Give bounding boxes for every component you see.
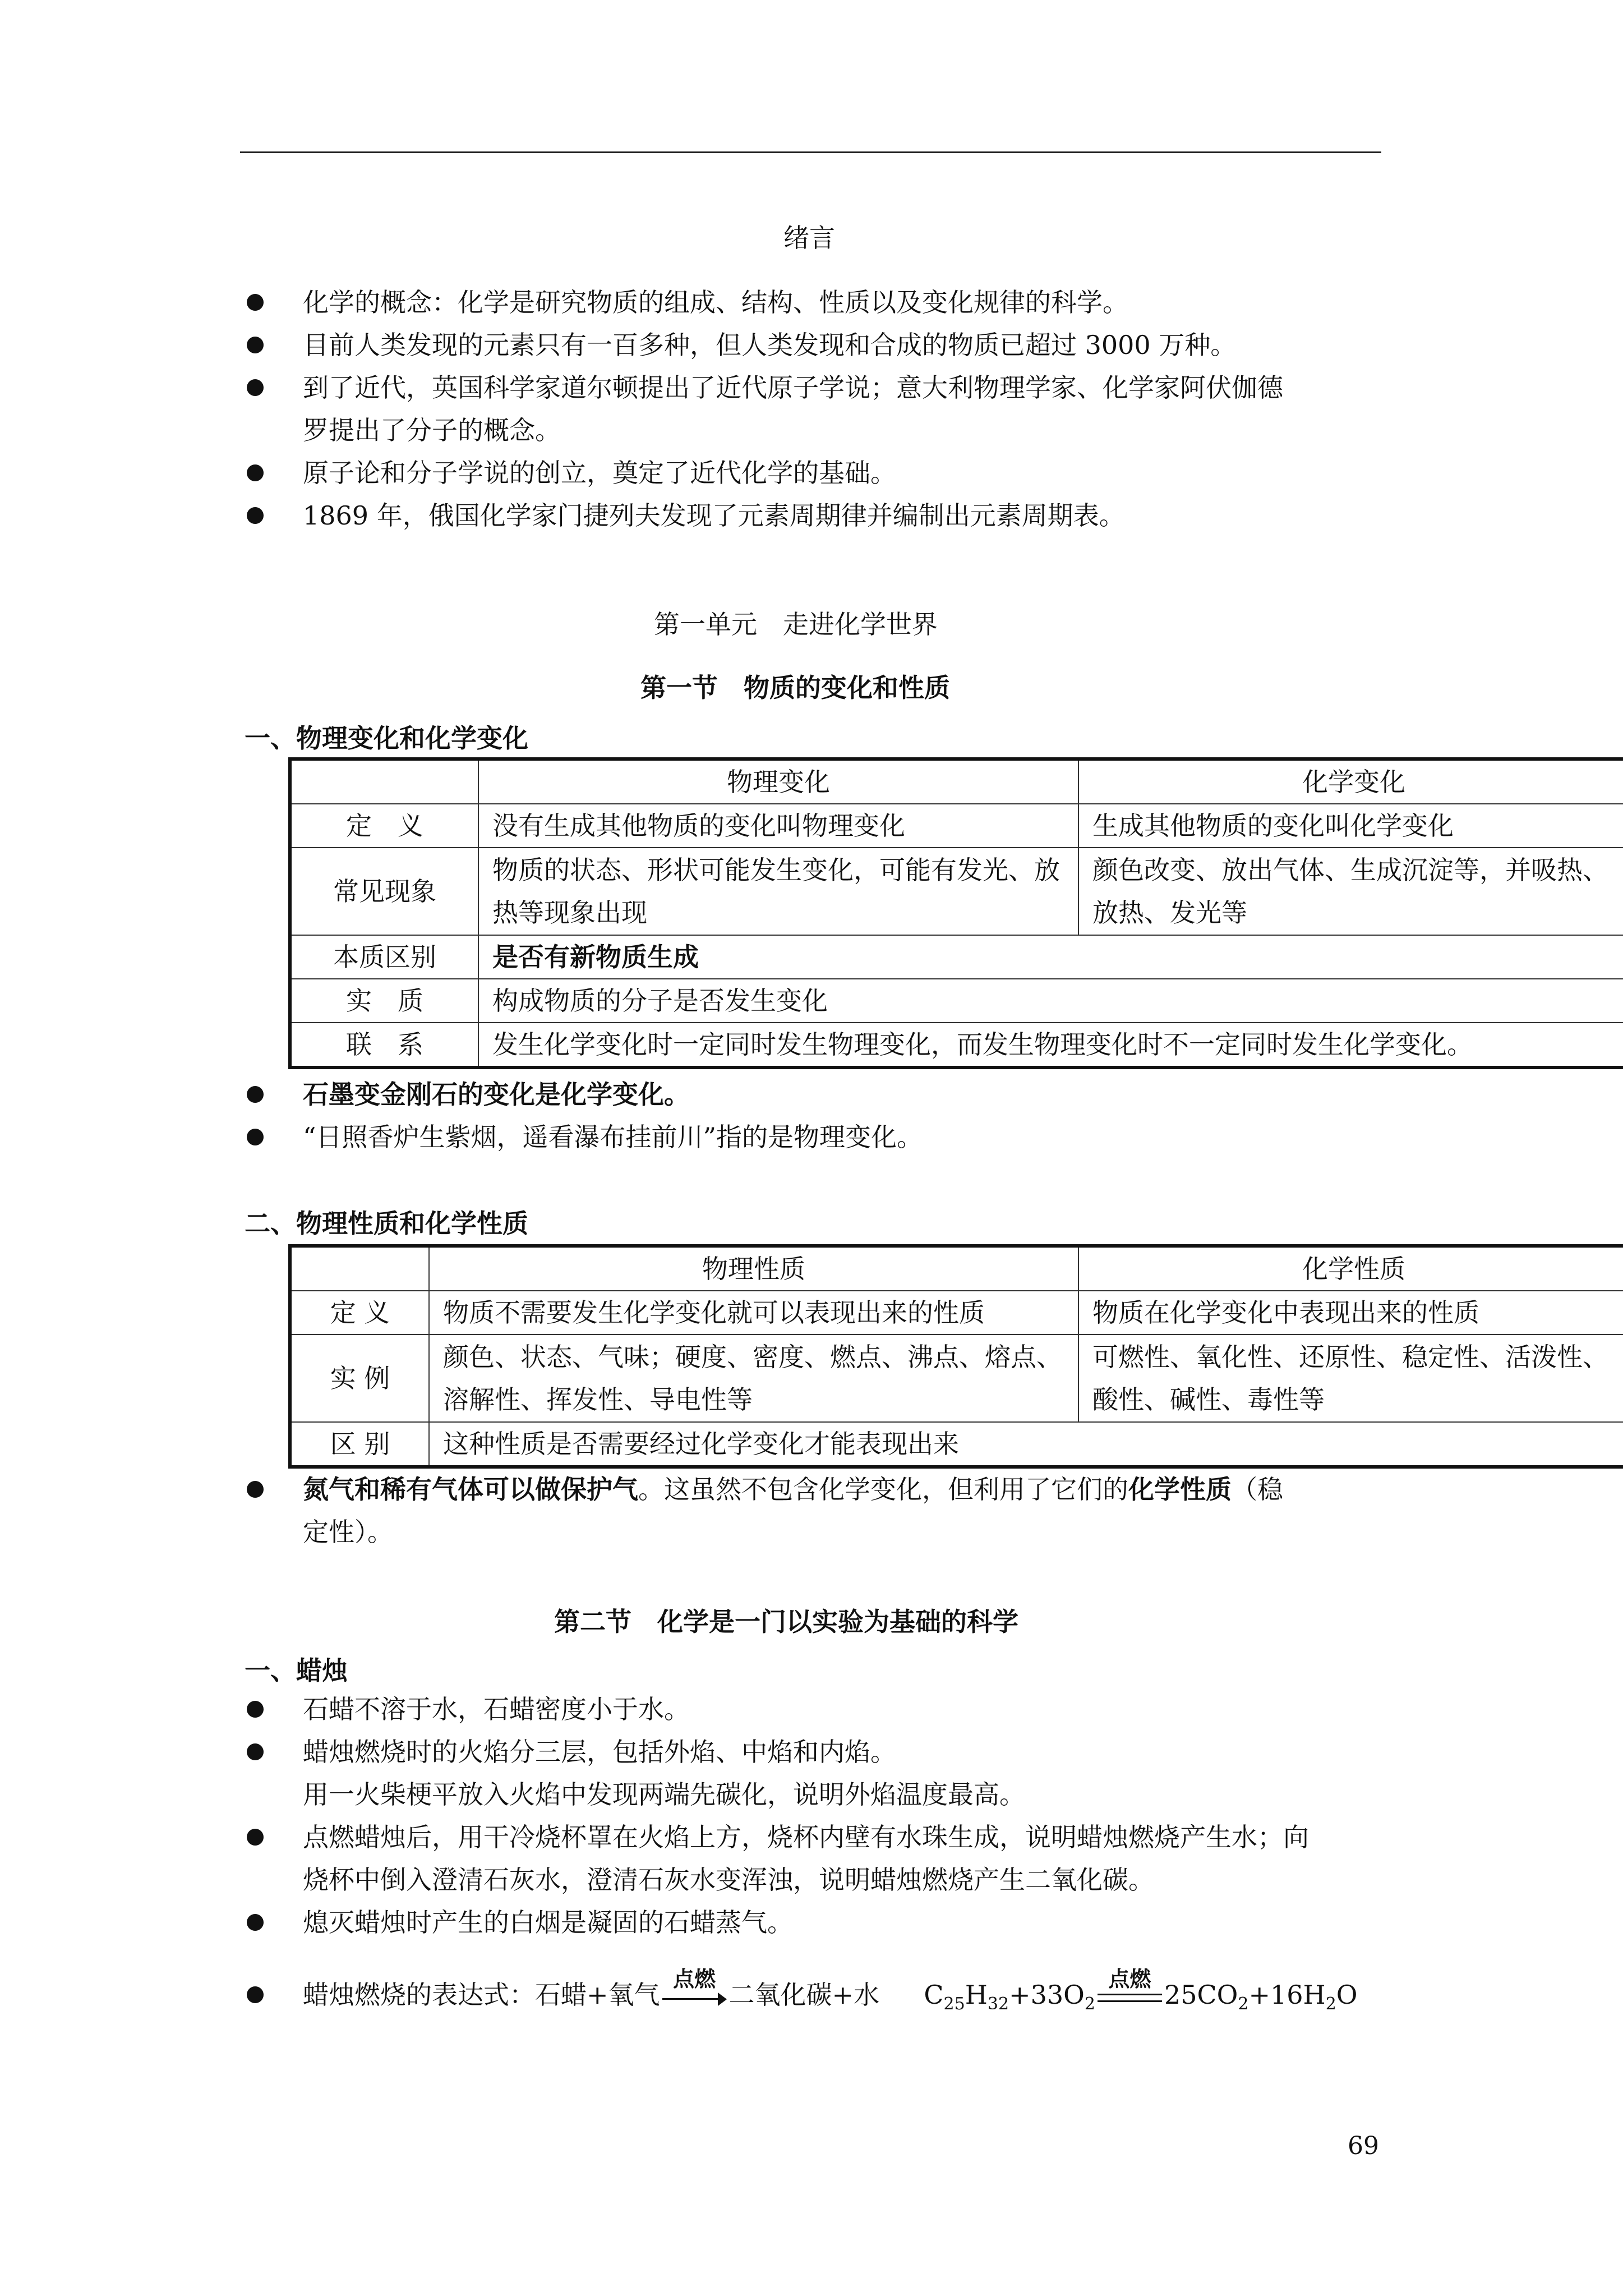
preface-bullet: 到了近代，英国科学家道尔顿提出了近代原子学说；意大利物理学家、化学家阿伏伽德 bbox=[303, 372, 1283, 403]
candle-bullet: 石蜡不溶于水，石蜡密度小于水。 bbox=[303, 1694, 690, 1724]
table-cell: 可燃性、氧化性、还原性、稳定性、活泼性、酸性、碱性、毒性等 bbox=[1078, 1335, 1623, 1422]
row-label: 常见现象 bbox=[290, 848, 478, 935]
bullet-icon bbox=[247, 294, 264, 311]
part1-heading: 一、物理变化和化学变化 bbox=[245, 723, 528, 753]
bullet-icon bbox=[247, 1829, 264, 1846]
reaction-arrow: 点燃 bbox=[662, 1986, 727, 2008]
bullet-icon bbox=[247, 1481, 264, 1498]
part1-bullet: “日照香炉生紫烟，遥看瀑布挂前川”指的是物理变化。 bbox=[303, 1122, 923, 1152]
part2-bullet-continued: 定性）。 bbox=[303, 1517, 393, 1547]
row-label: 本质区别 bbox=[290, 935, 478, 979]
table-cell: 物质在化学变化中表现出来的性质 bbox=[1078, 1291, 1623, 1335]
row-label: 定 义 bbox=[290, 804, 478, 848]
candle-bullet: 蜡烛燃烧时的火焰分三层，包括外焰、中焰和内焰。 bbox=[303, 1737, 896, 1767]
table-cell: 发生化学变化时一定同时发生物理变化，而发生物理变化时不一定同时发生化学变化。 bbox=[478, 1023, 1623, 1068]
part2-heading: 二、物理性质和化学性质 bbox=[245, 1208, 528, 1239]
preface-bullet: 化学的概念：化学是研究物质的组成、结构、性质以及变化规律的科学。 bbox=[303, 287, 1128, 318]
part2-bullet: 氮气和稀有气体可以做保护气。这虽然不包含化学变化，但利用了它们的化学性质（稳 bbox=[303, 1474, 1283, 1504]
bullet-icon bbox=[247, 337, 264, 353]
table-cell: 是否有新物质生成 bbox=[478, 935, 1623, 979]
preface-bullet: 目前人类发现的元素只有一百多种，但人类发现和合成的物质已超过 3000 万种。 bbox=[303, 330, 1237, 360]
preface-bullet-continued: 罗提出了分子的概念。 bbox=[303, 415, 561, 445]
section2-heading: 一、蜡烛 bbox=[245, 1655, 348, 1686]
page-number: 69 bbox=[1348, 2132, 1379, 2160]
table-corner bbox=[290, 1246, 429, 1291]
row-label: 实 质 bbox=[290, 979, 478, 1023]
row-label: 联 系 bbox=[290, 1023, 478, 1068]
section1-title: 第一节 物质的变化和性质 bbox=[640, 673, 950, 703]
formula-reactants: $C_{25}H_{32}+33O_2$ bbox=[924, 1980, 1095, 2014]
preface-bullet: 1869 年，俄国化学家门捷列夫发现了元素周期律并编制出元素周期表。 bbox=[303, 500, 1125, 531]
table-cell: 这种性质是否需要经过化学变化才能表现出来 bbox=[429, 1422, 1623, 1467]
table-cell: 物质不需要发生化学变化就可以表现出来的性质 bbox=[429, 1291, 1078, 1335]
table-cell: 物质的状态、形状可能发生变化，可能有发光、放热等现象出现 bbox=[478, 848, 1078, 935]
row-label: 定 义 bbox=[290, 1291, 429, 1335]
candle-bullet: 点燃蜡烛后，用干冷烧杯罩在火焰上方，烧杯内壁有水珠生成，说明蜡烛燃烧产生水；向 bbox=[303, 1822, 1309, 1852]
col-header: 物理性质 bbox=[429, 1246, 1078, 1291]
table-cell: 没有生成其他物质的变化叫物理变化 bbox=[478, 804, 1078, 848]
table-cell: 颜色、状态、气味；硬度、密度、燃点、沸点、熔点、溶解性、挥发性、导电性等 bbox=[429, 1335, 1078, 1422]
candle-bullet: 熄灭蜡烛时产生的白烟是凝固的石蜡蒸气。 bbox=[303, 1907, 793, 1938]
reaction-equals: 点燃 bbox=[1098, 1986, 1162, 2008]
part1-bullet: 石墨变金刚石的变化是化学变化。 bbox=[303, 1079, 690, 1110]
col-header: 物理变化 bbox=[478, 759, 1078, 804]
table-corner bbox=[290, 759, 478, 804]
header-rule bbox=[240, 151, 1381, 153]
bullet-icon bbox=[247, 1914, 264, 1931]
unit-title: 第一单元 走进化学世界 bbox=[654, 609, 938, 639]
candle-bullet-continued: 烧杯中倒入澄清石灰水，澄清石灰水变浑浊，说明蜡烛燃烧产生二氧化碳。 bbox=[303, 1865, 1154, 1895]
row-label: 实 例 bbox=[290, 1335, 429, 1422]
changes-table bbox=[288, 757, 1623, 1069]
formula-products: $25CO_2+16H_2O$ bbox=[1164, 1980, 1358, 2014]
properties-table bbox=[288, 1244, 1623, 1469]
col-header: 化学性质 bbox=[1078, 1246, 1623, 1291]
bullet-icon bbox=[247, 1129, 264, 1145]
candle-bullet-continued: 用一火柴梗平放入火焰中发现两端先碳化，说明外焰温度最高。 bbox=[303, 1779, 1025, 1810]
section2-title: 第二节 化学是一门以实验为基础的科学 bbox=[554, 1607, 1018, 1637]
preface-bullet: 原子论和分子学说的创立，奠定了近代化学的基础。 bbox=[303, 458, 896, 488]
table-cell: 构成物质的分子是否发生变化 bbox=[478, 979, 1623, 1023]
col-header: 化学变化 bbox=[1078, 759, 1623, 804]
preface-title: 绪言 bbox=[783, 223, 835, 253]
bullet-icon bbox=[247, 379, 264, 396]
bullet-icon bbox=[247, 1986, 264, 2003]
table-cell: 颜色改变、放出气体、生成沉淀等，并吸热、放热、发光等 bbox=[1078, 848, 1623, 935]
combustion-equation: 蜡烛燃烧的表达式：石蜡+氧气 点燃 二氧化碳+水 $C_{25}H_{32}+33O_2$ 点燃 $25CO_2+16H_2O$ bbox=[303, 1966, 1358, 2014]
bullet-icon bbox=[247, 464, 264, 481]
table-cell: 生成其他物质的变化叫化学变化 bbox=[1078, 804, 1623, 848]
row-label: 区 别 bbox=[290, 1422, 429, 1467]
bullet-icon bbox=[247, 1701, 264, 1718]
bullet-icon bbox=[247, 1743, 264, 1760]
bullet-icon bbox=[247, 1086, 264, 1103]
bullet-icon bbox=[247, 507, 264, 524]
